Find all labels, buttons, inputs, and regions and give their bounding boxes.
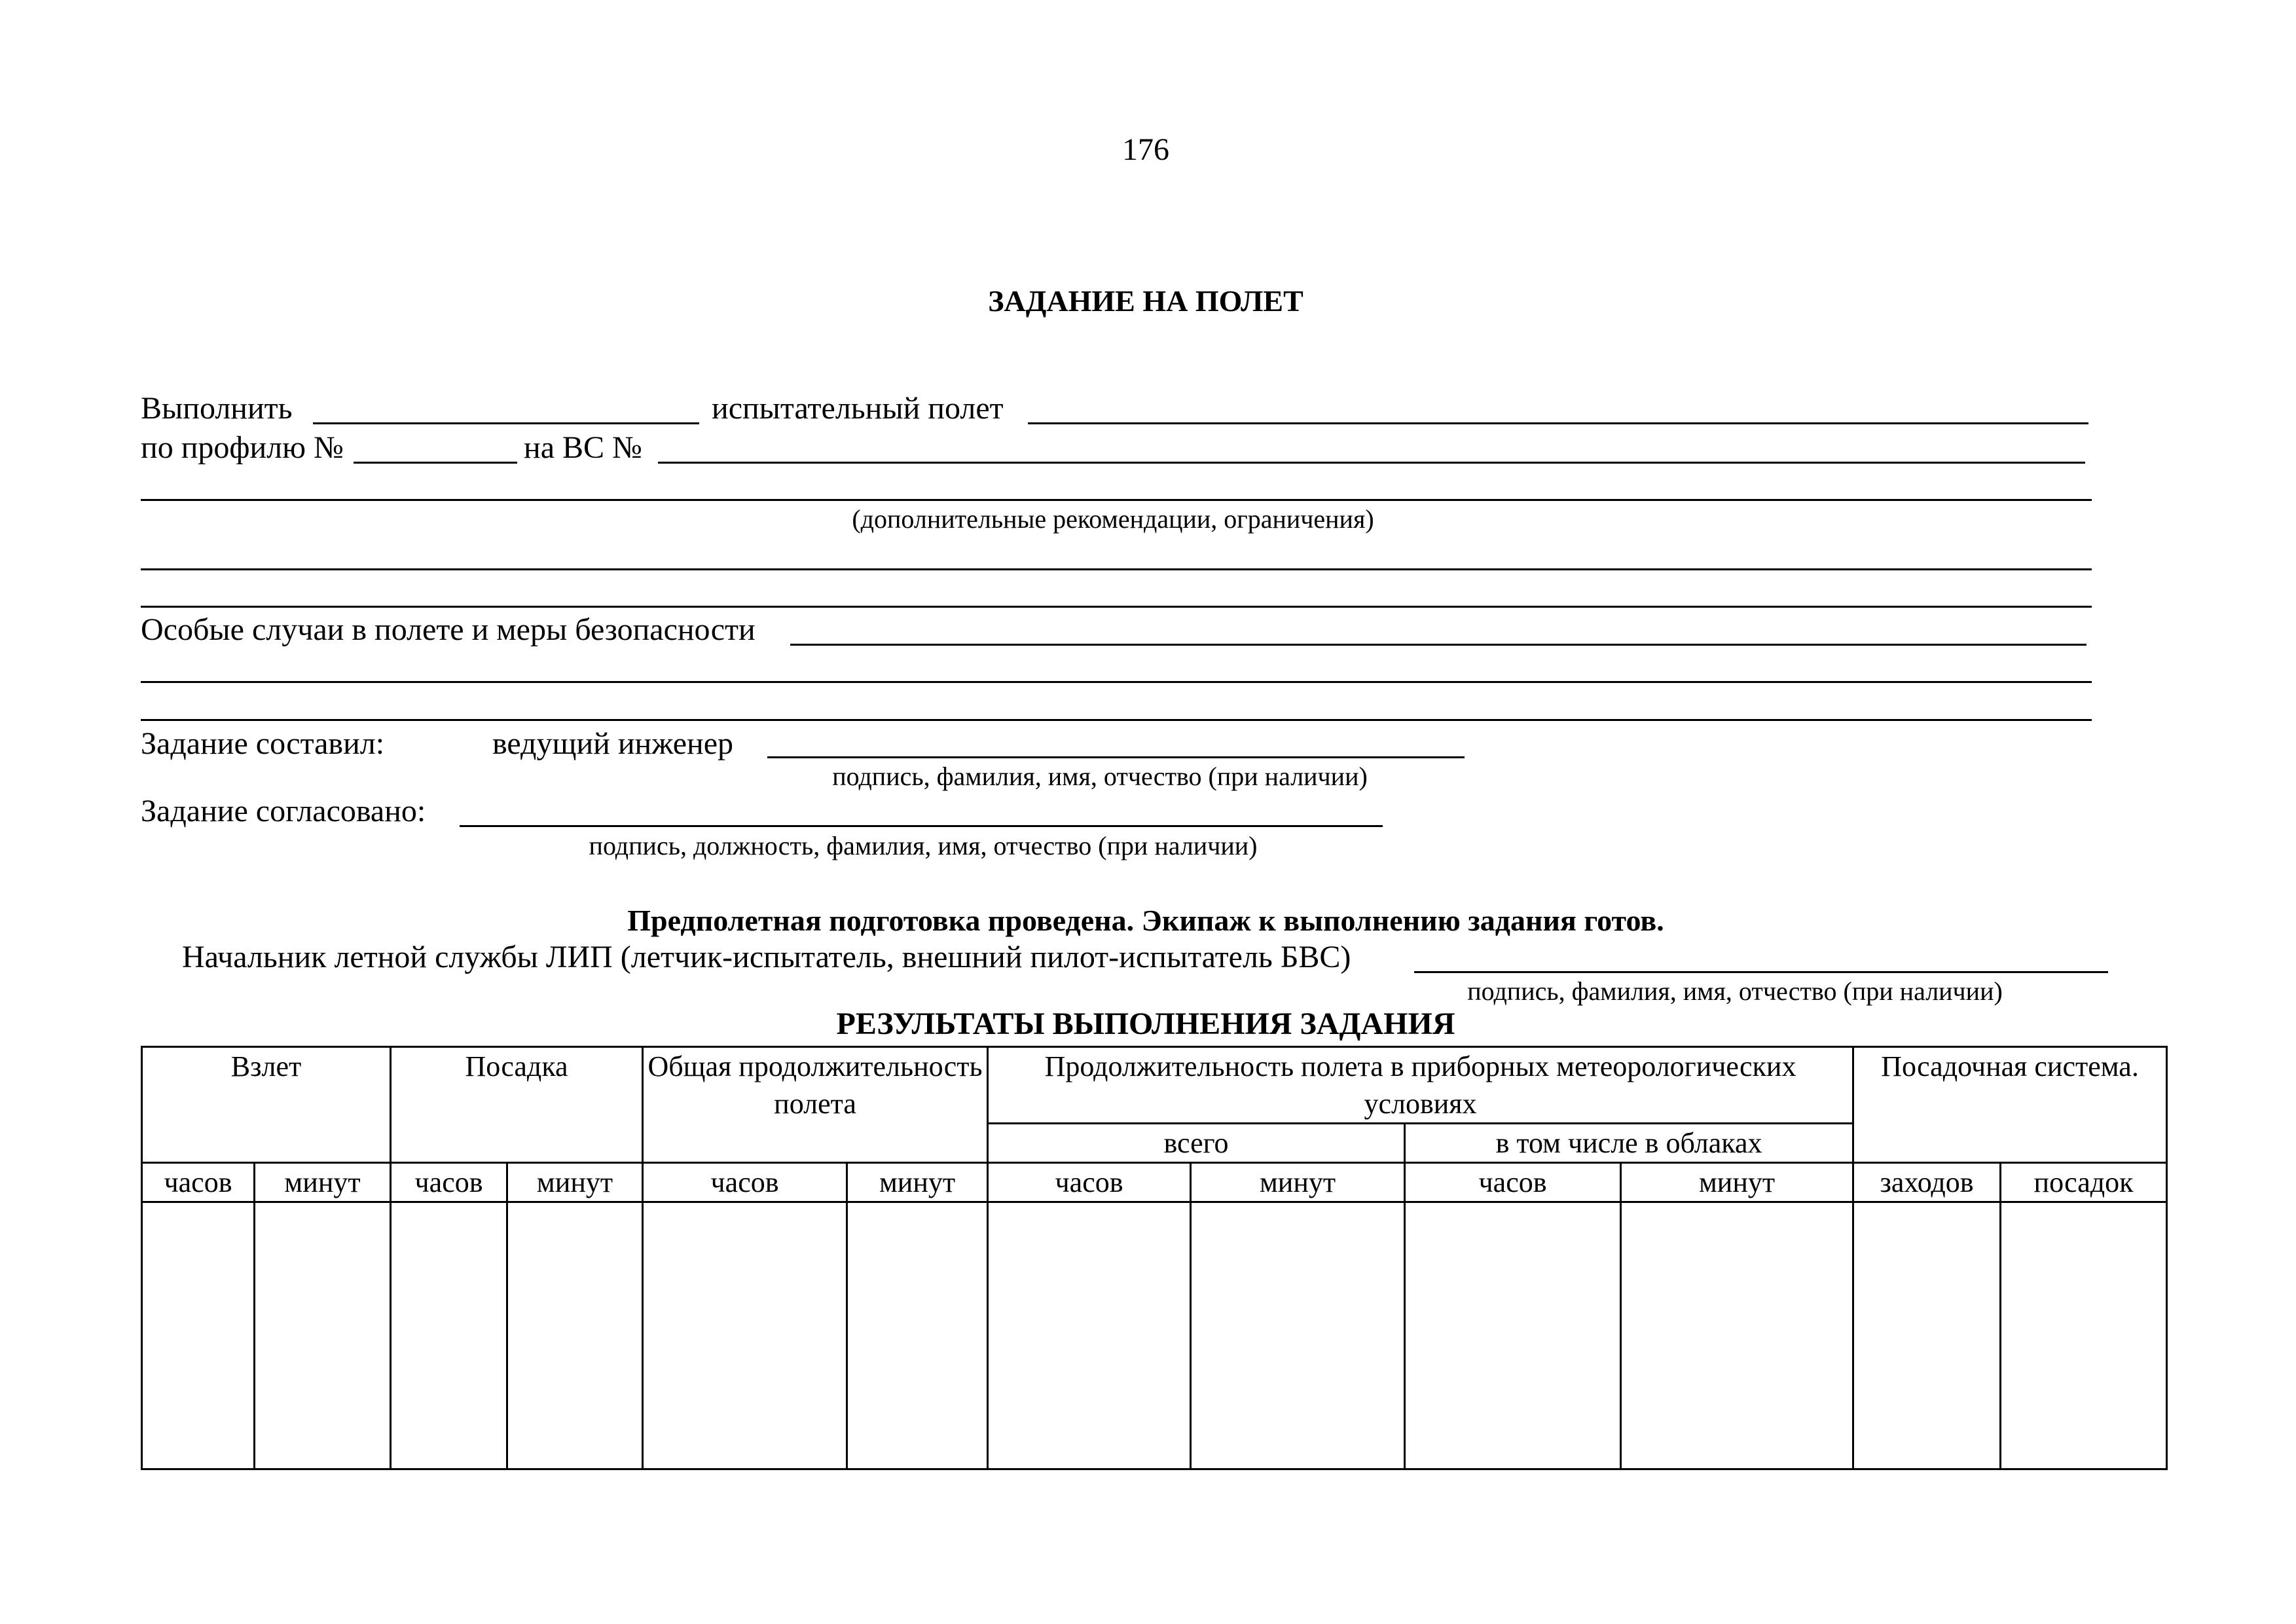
composed-by-label: Задание составил: — [141, 726, 385, 761]
approaches-cell[interactable] — [1853, 1202, 2001, 1469]
aircraft-field[interactable] — [658, 462, 2085, 464]
profile-label: по профилю № — [141, 430, 344, 465]
signature-caption-3: подпись, фамилия, имя, отчество (при наличии) — [1467, 976, 2003, 1006]
header-imc-clouds: в том числе в облаках — [1405, 1124, 1853, 1163]
header-imc-total: всего — [988, 1124, 1405, 1163]
total-hours-header: часов — [643, 1163, 847, 1202]
imc-clouds-hours-cell[interactable] — [1405, 1202, 1621, 1469]
imc-total-hours-header: часов — [988, 1163, 1191, 1202]
special-cases-line-3[interactable] — [141, 719, 2092, 721]
header-takeoff: Взлет — [142, 1047, 391, 1163]
signature-caption-2: подпись, должность, фамилия, имя, отчество (при наличии) — [589, 831, 1258, 860]
perform-field[interactable] — [313, 422, 699, 424]
takeoff-minutes-header: минут — [255, 1163, 391, 1202]
aircraft-label: на ВС № — [524, 430, 642, 465]
additional-caption: (дополнительные рекомендации, ограничения) — [852, 504, 1374, 534]
imc-total-minutes-header: минут — [1191, 1163, 1405, 1202]
imc-clouds-minutes-cell[interactable] — [1621, 1202, 1853, 1469]
landing-minutes-cell[interactable] — [507, 1202, 643, 1469]
test-flight-field[interactable] — [1028, 422, 2088, 424]
chief-signature-field[interactable] — [1414, 971, 2108, 973]
imc-clouds-minutes-header: минут — [1621, 1163, 1853, 1202]
total-hours-cell[interactable] — [643, 1202, 847, 1469]
imc-total-minutes-cell[interactable] — [1191, 1202, 1405, 1469]
page-title: ЗАДАНИЕ НА ПОЛЕТ — [988, 284, 1303, 318]
signature-caption-1: подпись, фамилия, имя, отчество (при наличии) — [832, 762, 1368, 791]
special-cases-label: Особые случаи в полете и меры безопасности — [141, 612, 756, 647]
chief-label: Начальник летной службы ЛИП (летчик-испытатель, внешний пилот-испытатель БВС) — [182, 940, 1351, 974]
landings-cell[interactable] — [2001, 1202, 2167, 1469]
landing-minutes-header: минут — [507, 1163, 643, 1202]
test-flight-label: испытательный полет — [712, 391, 1004, 426]
header-landing-system: Посадочная система. — [1853, 1047, 2167, 1163]
agreed-signature-field[interactable] — [460, 825, 1383, 827]
perform-label: Выполнить — [141, 391, 293, 426]
lead-engineer-signature-field[interactable] — [767, 756, 1465, 758]
header-imc-duration: Продолжительность полета в приборных метеорологических условиях — [988, 1047, 1853, 1124]
approaches-header: заходов — [1853, 1163, 2001, 1202]
special-cases-line-2[interactable] — [141, 681, 2092, 683]
agreed-label: Задание согласовано: — [141, 794, 426, 828]
additional-line-2[interactable] — [141, 568, 2092, 570]
landing-hours-header: часов — [391, 1163, 507, 1202]
total-minutes-cell[interactable] — [847, 1202, 988, 1469]
takeoff-hours-header: часов — [142, 1163, 255, 1202]
header-total-duration: Общая продолжительность полета — [643, 1047, 988, 1163]
lead-engineer-label: ведущий инженер — [492, 726, 734, 761]
special-cases-field[interactable] — [790, 644, 2086, 646]
imc-total-hours-cell[interactable] — [988, 1202, 1191, 1469]
header-landing: Посадка — [391, 1047, 643, 1163]
imc-clouds-hours-header: часов — [1405, 1163, 1621, 1202]
profile-field[interactable] — [354, 462, 517, 464]
additional-line-1[interactable] — [141, 499, 2092, 501]
preflight-statement: Предполетная подготовка проведена. Экипаж к выполнению задания готов. — [627, 904, 1664, 937]
results-title: РЕЗУЛЬТАТЫ ВЫПОЛНЕНИЯ ЗАДАНИЯ — [836, 1006, 1455, 1041]
total-minutes-header: минут — [847, 1163, 988, 1202]
landings-header: посадок — [2001, 1163, 2167, 1202]
takeoff-hours-cell[interactable] — [142, 1202, 255, 1469]
page-number: 176 — [1122, 132, 1169, 167]
additional-line-3[interactable] — [141, 606, 2092, 608]
takeoff-minutes-cell[interactable] — [255, 1202, 391, 1469]
landing-hours-cell[interactable] — [391, 1202, 507, 1469]
results-table — [141, 1046, 2168, 1470]
